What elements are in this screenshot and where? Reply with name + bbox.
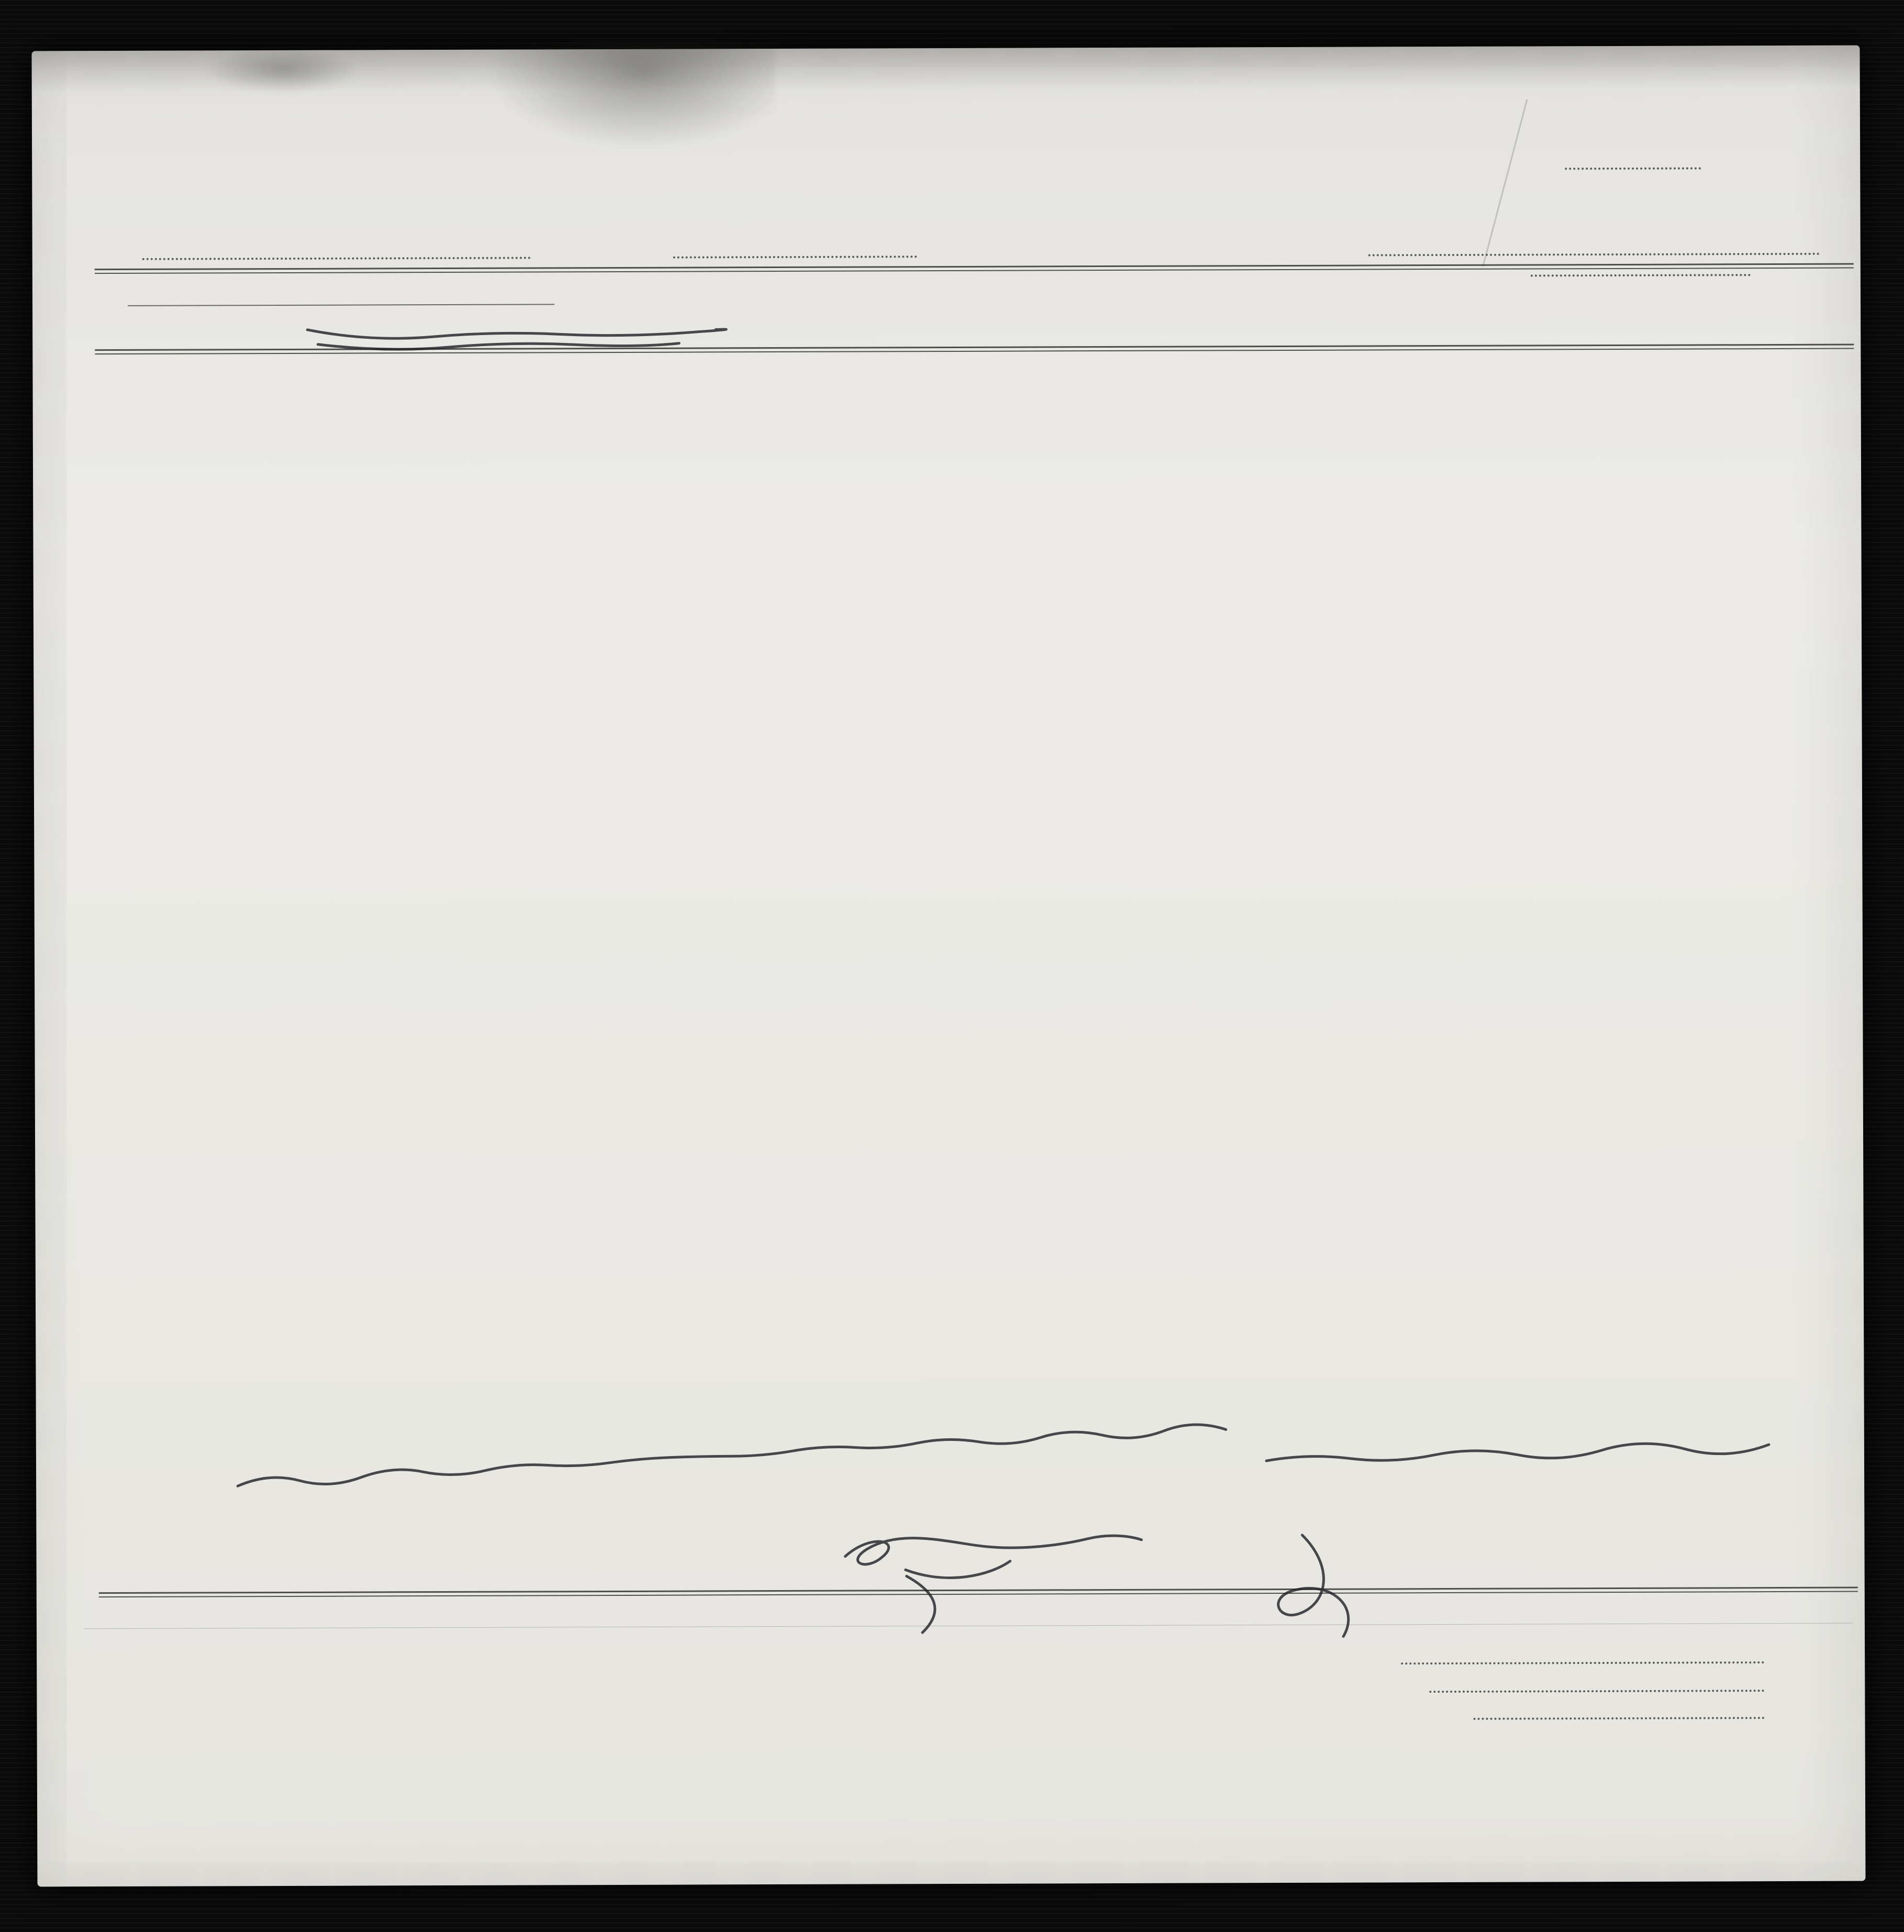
address-strike-wave [1266,1444,1769,1461]
inspector-signature [845,1536,1141,1564]
service-label [84,112,320,113]
table-bottom-border [99,1587,1858,1598]
minneapolis-tail [907,1576,935,1633]
manifest-page [32,46,1866,1887]
ship-dotted-line [142,257,531,260]
header-age [469,275,554,276]
header-name-in-full [128,276,469,277]
header-naturalized [925,280,1249,281]
page-subtitle [495,203,1018,205]
agents-dotted [1474,1717,1765,1720]
department-label [84,94,320,95]
signature-flourish [906,1561,1010,1578]
page-title [390,169,1123,171]
arrival-date-dotted-line [1531,274,1751,276]
header-married-single [598,271,631,350]
paper-crease [1482,99,1528,267]
ink-smudge [204,46,361,94]
footer-faint-rule [84,1623,1853,1629]
header-family-name [128,318,286,319]
header-subline [128,304,554,306]
ink-smudge [482,42,775,153]
number-dotted-line [1565,167,1701,170]
header-address [1260,290,1849,292]
header-birth [639,273,915,274]
sailing-dotted-line [673,256,917,258]
line-dotted [1401,1661,1764,1664]
header-bottom-border [95,344,1854,355]
table-top-border [95,263,1854,274]
arrival-dotted-line [1368,253,1820,257]
remanifest-underline [238,1425,1226,1486]
khorramshahr-strike-1 [307,328,726,338]
signature-loop [1278,1535,1348,1637]
owners-dotted [1429,1690,1764,1693]
ink-annotations [32,46,1866,1887]
